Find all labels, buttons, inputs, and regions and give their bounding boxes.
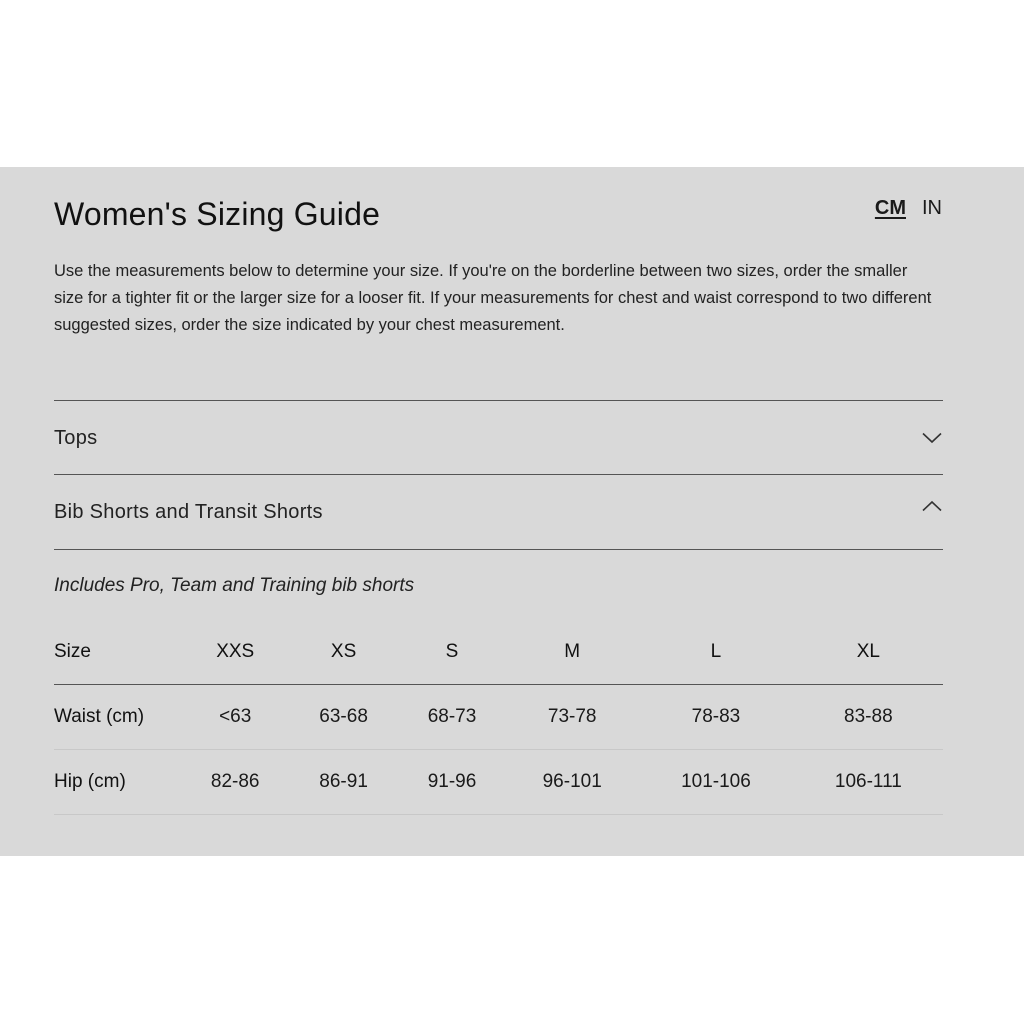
table-cell: 68-73: [427, 705, 477, 727]
header-size: Size: [54, 640, 91, 662]
bib-size-table: [54, 620, 943, 815]
table-cell: <63: [219, 705, 252, 727]
page-title: Women's Sizing Guide: [54, 196, 381, 232]
accordion-bib-shorts[interactable]: [54, 474, 943, 550]
table-cell: 63-68: [319, 705, 368, 727]
bib-table-subtitle: Includes Pro, Team and Training bib shorts: [54, 575, 415, 596]
table-cell: 78-83: [691, 705, 741, 727]
table-cell: 106-111: [834, 770, 902, 792]
unit-in-button[interactable]: IN: [922, 197, 942, 219]
intro-text: Use the measurements below to determine your size. If you're on the borderline between two sizes, order the smaller size for a tighter fit or the larger size for a looser fit. If your measurements for chest and waist correspond to two different suggested sizes, order the size indicated by your chest measurement.: [54, 262, 932, 334]
accordion-tops[interactable]: [54, 400, 943, 475]
header-xl: XL: [856, 640, 880, 662]
unit-cm-button[interactable]: CM: [874, 197, 906, 219]
row-label-hip: Hip (cm): [54, 770, 126, 792]
table-header-row: [54, 620, 943, 684]
header-xxs: XXS: [216, 640, 255, 662]
accordion-bib-shorts-label: Bib Shorts and Transit Shorts: [54, 500, 323, 523]
table-row: [54, 684, 943, 749]
row-label-waist: Waist (cm): [54, 705, 145, 727]
table-cell: 86-91: [319, 770, 368, 792]
table-cell: 91-96: [427, 770, 477, 792]
table-cell: 83-88: [844, 705, 893, 727]
table-cell: 82-86: [210, 770, 260, 792]
unit-toggle: [875, 197, 942, 220]
chevron-up-icon[interactable]: [922, 496, 942, 516]
header-m: M: [564, 640, 581, 662]
chevron-down-icon[interactable]: [922, 428, 942, 448]
header-xs: XS: [330, 640, 357, 662]
table-row: [54, 749, 943, 814]
header-l: L: [710, 640, 722, 662]
table-cell: 73-78: [547, 705, 597, 727]
header-s: S: [445, 640, 459, 662]
accordion-tops-label: Tops: [54, 426, 98, 449]
table-cell: 101-106: [681, 770, 751, 792]
table-cell: 96-101: [542, 770, 602, 792]
